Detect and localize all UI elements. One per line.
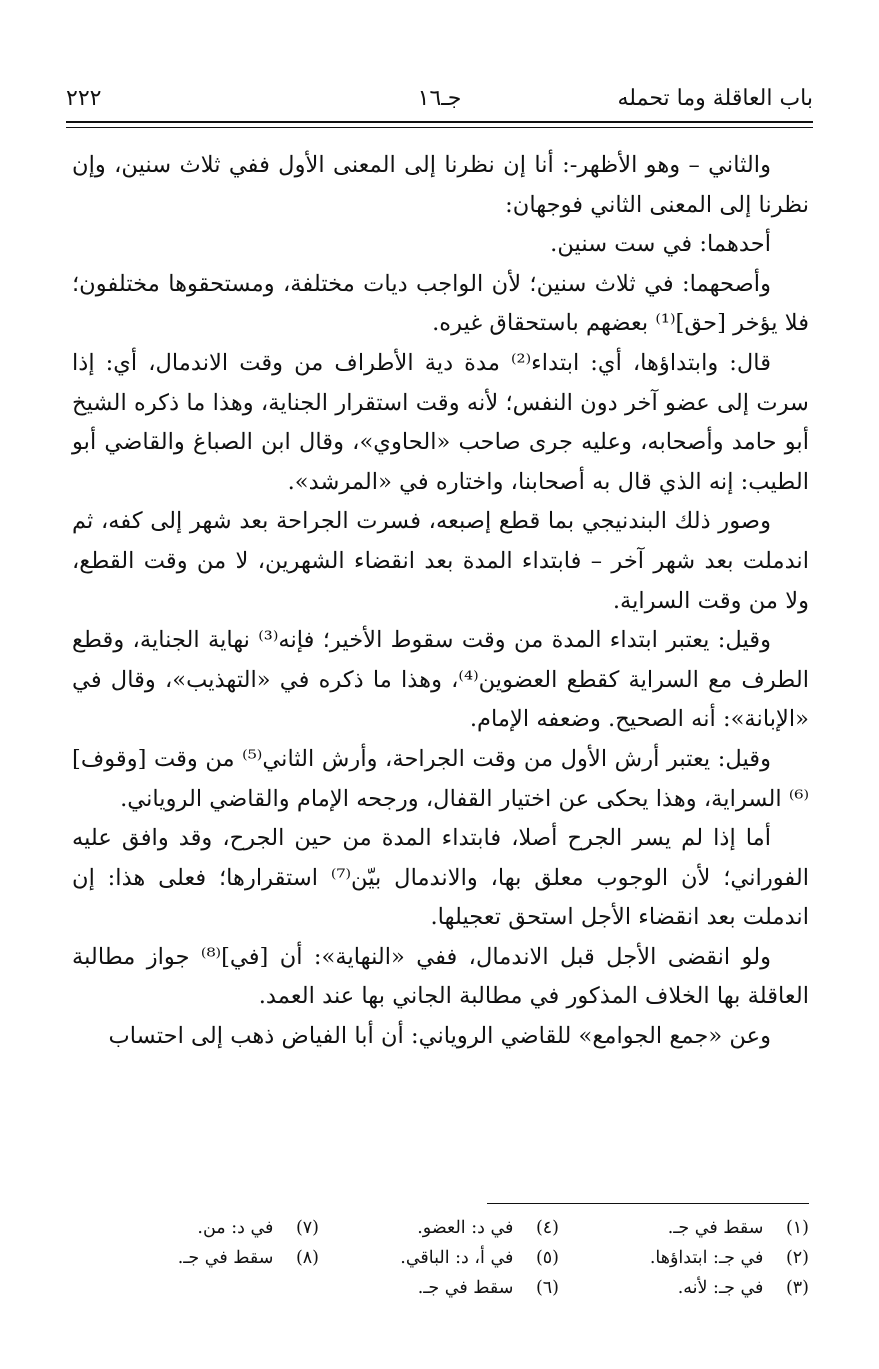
footnote-text: سقط في جـ. xyxy=(667,1218,764,1238)
footnote-rule xyxy=(487,1203,809,1204)
paragraph: والثاني – وهو الأظهر-: أنا إن نظرنا إلى المعنى الأول ففي ثلاث سنين، وإن نظرنا إلى المعنى الثاني فوجهان: xyxy=(72,152,809,218)
footnote-column xyxy=(79,1213,319,1273)
page-header xyxy=(66,86,813,120)
footnote-item xyxy=(319,1243,559,1273)
footnote-number: (٣) xyxy=(785,1278,809,1298)
paragraph: وصور ذلك البندنيجي بما قطع إصبعه، فسرت الجراحة بعد شهر إلى كفه، ثم اندملت بعد شهر آخر – فابتداء المدة بعد انقضاء الشهرين، لا من وقت القطع، ولا من وقت السراية. xyxy=(72,508,809,614)
footnote-number: (٨) xyxy=(295,1248,319,1268)
footnote-text: في أ، د: الباقي. xyxy=(400,1248,514,1268)
footnote-number: (٧) xyxy=(295,1218,319,1238)
footnote-number: (٢) xyxy=(785,1248,809,1268)
paragraph: قال: وابتداؤها، أي: ابتداء⁽²⁾ مدة دية الأطراف من وقت الاندمال، أي: إذا سرت إلى عضو آخر دون النفس؛ لأنه وقت استقرار الجناية، وهذا ما ذكره الشيخ أبو حامد وأصحابه، وعليه جرى صاحب «الحاوي»، وقال ابن الصباغ والقاضي أبو الطيب: إنه الذي قال به أصحابنا، واختاره في «المرشد». xyxy=(72,349,809,495)
header-rule xyxy=(66,121,813,128)
paragraph: وقيل: يعتبر ابتداء المدة من وقت سقوط الأخير؛ فإنه⁽³⁾ نهاية الجناية، وقطع الطرف مع السراية كقطع العضوين⁽⁴⁾، وهذا ما ذكره في «التهذيب»، وقال في «الإبانة»: أنه الصحيح. وضعفه الإمام. xyxy=(72,627,809,733)
chapter-title: باب العاقلة وما تحمله xyxy=(617,86,813,111)
footnote-item xyxy=(79,1213,319,1243)
volume-label: جـ١٦ xyxy=(417,86,462,111)
footnote-text: سقط في جـ. xyxy=(417,1278,514,1298)
footnote-number: (١) xyxy=(785,1218,809,1238)
footnote-item xyxy=(569,1243,809,1273)
main-text xyxy=(72,146,809,1057)
paragraph: ولو انقضى الأجل قبل الاندمال، ففي «النهاية»: أن [في]⁽⁸⁾ جواز مطالبة العاقلة بها الخلاف المذكور في مطالبة الجاني بها عند العمد. xyxy=(72,943,809,1010)
footnote-item xyxy=(569,1273,809,1303)
footnote-text: سقط في جـ. xyxy=(177,1248,274,1268)
paragraph: وأصحهما: في ثلاث سنين؛ لأن الواجب ديات مختلفة، ومستحقوها مختلفون؛ فلا يؤخر [حق]⁽¹⁾ بعضهم باستحقاق غيره. xyxy=(72,270,809,337)
footnote-text: في د: العضو. xyxy=(417,1218,514,1238)
footnote-text: في د: من. xyxy=(197,1218,274,1238)
footnote-number: (٤) xyxy=(535,1218,559,1238)
footnote-column xyxy=(319,1213,559,1303)
footnote-number: (٥) xyxy=(535,1248,559,1268)
footnote-item xyxy=(569,1213,809,1243)
footnote-text: في جـ: لأنه. xyxy=(677,1278,764,1298)
footnotes xyxy=(100,1213,809,1313)
footnote-column xyxy=(569,1213,809,1303)
paragraph: أحدهما: في ست سنين. xyxy=(550,231,771,258)
paragraph: وعن «جمع الجوامع» للقاضي الروياني: أن أبا الفياض ذهب إلى احتساب xyxy=(108,1023,771,1050)
page-number: ٢٢٢ xyxy=(66,86,102,111)
footnote-item xyxy=(319,1273,559,1303)
footnote-item xyxy=(319,1213,559,1243)
footnote-item xyxy=(79,1243,319,1273)
footnote-text: في جـ: ابتداؤها. xyxy=(649,1248,764,1268)
footnote-number: (٦) xyxy=(535,1278,559,1298)
paragraph: أما إذا لم يسر الجرح أصلا، فابتداء المدة من حين الجرح، وقد وافق عليه الفوراني؛ لأن الوجوب معلق بها، والاندمال بيّن⁽⁷⁾ استقرارها؛ فعلى هذا: إن اندملت بعد انقضاء الأجل استحق تعجيلها. xyxy=(72,825,809,931)
paragraph: وقيل: يعتبر أرش الأول من وقت الجراحة، وأرش الثاني⁽⁵⁾ من وقت [وقوف]⁽⁶⁾ السراية، وهذا يحكى عن اختيار القفال، ورجحه الإمام والقاضي الروياني. xyxy=(72,745,809,812)
